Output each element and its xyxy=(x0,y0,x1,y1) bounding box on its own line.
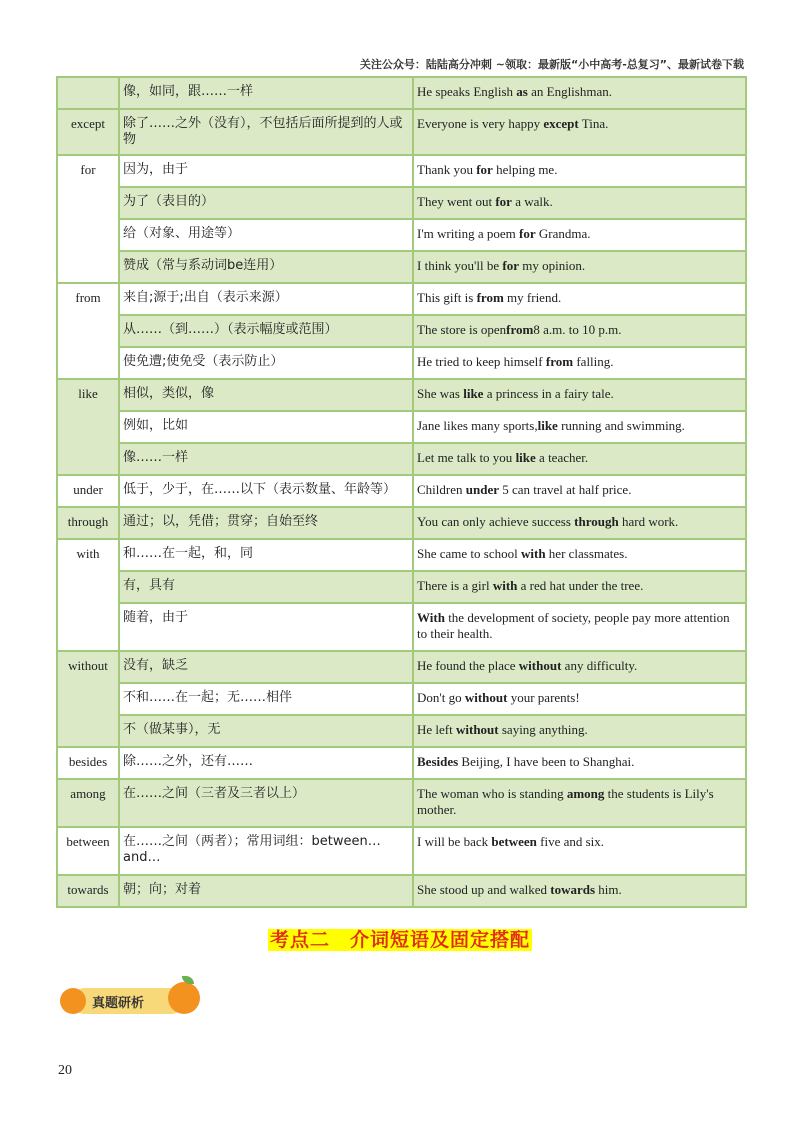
example-cell: You can only achieve success through hard work. xyxy=(413,507,746,539)
preposition-word: except xyxy=(57,109,119,155)
badge-label: 真题研析 xyxy=(92,996,145,1011)
keyword: with xyxy=(520,546,546,561)
keyword: from xyxy=(476,290,504,305)
example-cell: He speaks English as an Englishman. xyxy=(413,77,746,109)
example-cell: Don't go without your parents! xyxy=(413,683,746,715)
table-row xyxy=(57,651,746,683)
example-cell: Let me talk to you like a teacher. xyxy=(413,443,746,475)
table-row xyxy=(57,251,746,283)
meaning-cell: 除……之外，还有…… xyxy=(119,747,413,779)
table-row xyxy=(57,683,746,715)
table-row xyxy=(57,187,746,219)
preposition-word: without xyxy=(57,651,119,747)
keyword: without xyxy=(455,722,499,737)
keyword: through xyxy=(574,514,619,529)
keyword: from xyxy=(545,354,574,369)
table-row xyxy=(57,109,746,155)
example-cell: She came to school with her classmates. xyxy=(413,539,746,571)
meaning-cell: 通过；以，凭借；贯穿；自始至终 xyxy=(119,507,413,539)
table-row xyxy=(57,155,746,187)
orange-icon xyxy=(60,988,86,1014)
meaning-cell: 和……在一起，和，同 xyxy=(119,539,413,571)
keyword: for xyxy=(476,162,493,177)
keyword: like xyxy=(463,386,484,401)
keyword: without xyxy=(464,690,508,705)
meaning-cell: 赞成（常与系动词be连用） xyxy=(119,251,413,283)
meaning-cell: 有，具有 xyxy=(119,571,413,603)
meaning-cell: 不和……在一起；无……相伴 xyxy=(119,683,413,715)
meaning-cell: 例如，比如 xyxy=(119,411,413,443)
example-cell: He found the place without any difficulty. xyxy=(413,651,746,683)
keyword: between xyxy=(491,834,537,849)
meaning-cell: 不（做某事），无 xyxy=(119,715,413,747)
table-row xyxy=(57,875,746,907)
preposition-word xyxy=(57,77,119,109)
keyword: for xyxy=(502,258,519,273)
table-row xyxy=(57,443,746,475)
table-row xyxy=(57,283,746,315)
example-cell: With the development of society, people pay more attention to their health. xyxy=(413,603,746,651)
example-cell: She was like a princess in a fairy tale. xyxy=(413,379,746,411)
preposition-word: like xyxy=(57,379,119,475)
example-cell: The woman who is standing among the students is Lily's mother. xyxy=(413,779,746,827)
preposition-word: between xyxy=(57,827,119,875)
meaning-cell: 随着，由于 xyxy=(119,603,413,651)
keyword: towards xyxy=(550,882,596,897)
example-cell: Besides Beijing, I have been to Shanghai. xyxy=(413,747,746,779)
preposition-word: through xyxy=(57,507,119,539)
table-row xyxy=(57,779,746,827)
meaning-cell: 为了（表目的） xyxy=(119,187,413,219)
keyword: like xyxy=(537,418,558,433)
keyword: from xyxy=(506,322,534,337)
example-cell: He tried to keep himself from falling. xyxy=(413,347,746,379)
keyword: like xyxy=(515,450,536,465)
preposition-word: under xyxy=(57,475,119,507)
meaning-cell: 低于，少于，在……以下（表示数量、年龄等） xyxy=(119,475,413,507)
example-cell: They went out for a walk. xyxy=(413,187,746,219)
table-row xyxy=(57,715,746,747)
section-title: 考点二 介词短语及固定搭配 xyxy=(269,929,530,951)
example-cell: This gift is from my friend. xyxy=(413,283,746,315)
table-row xyxy=(57,315,746,347)
table-row xyxy=(57,507,746,539)
preposition-table xyxy=(56,76,747,908)
keyword: except xyxy=(543,116,579,131)
badge-zhenti-yanxi xyxy=(60,980,200,1020)
example-cell: Thank you for helping me. xyxy=(413,155,746,187)
example-cell: Jane likes many sports,like running and swimming. xyxy=(413,411,746,443)
meaning-cell: 使免遭;使免受（表示防止） xyxy=(119,347,413,379)
table-row xyxy=(57,539,746,571)
orange-icon xyxy=(168,982,200,1014)
table-row xyxy=(57,379,746,411)
header-note: 关注公众号：陆陆高分冲刺 ~领取：最新版“小中高考-总复习”、最新试卷下载 xyxy=(359,58,744,71)
keyword: under xyxy=(465,482,499,497)
example-cell: He left without saying anything. xyxy=(413,715,746,747)
meaning-cell: 没有，缺乏 xyxy=(119,651,413,683)
example-cell: I will be back between five and six. xyxy=(413,827,746,875)
example-cell: There is a girl with a red hat under the tree. xyxy=(413,571,746,603)
meaning-cell: 朝；向；对着 xyxy=(119,875,413,907)
keyword: for xyxy=(519,226,536,241)
meaning-cell: 相似，类似，像 xyxy=(119,379,413,411)
meaning-cell: 像，如同，跟……一样 xyxy=(119,77,413,109)
meaning-cell: 因为，由于 xyxy=(119,155,413,187)
example-cell: She stood up and walked towards him. xyxy=(413,875,746,907)
table-row xyxy=(57,77,746,109)
preposition-word: for xyxy=(57,155,119,283)
meaning-cell: 像……一样 xyxy=(119,443,413,475)
example-cell: Everyone is very happy except Tina. xyxy=(413,109,746,155)
example-cell: I'm writing a poem for Grandma. xyxy=(413,219,746,251)
meaning-cell: 来自;源于;出自（表示来源） xyxy=(119,283,413,315)
table-row xyxy=(57,347,746,379)
preposition-word: besides xyxy=(57,747,119,779)
table-row xyxy=(57,603,746,651)
example-cell: Children under 5 can travel at half price. xyxy=(413,475,746,507)
preposition-word: among xyxy=(57,779,119,827)
keyword: for xyxy=(495,194,512,209)
page-number: 20 xyxy=(58,1063,72,1078)
table-row xyxy=(57,411,746,443)
table-row xyxy=(57,475,746,507)
table-row xyxy=(57,747,746,779)
keyword: as xyxy=(516,84,528,99)
table-row xyxy=(57,827,746,875)
keyword: with xyxy=(492,578,518,593)
keyword: without xyxy=(518,658,562,673)
preposition-word: from xyxy=(57,283,119,379)
meaning-cell: 给（对象、用途等） xyxy=(119,219,413,251)
keyword: With xyxy=(417,610,445,625)
keyword: among xyxy=(566,786,605,801)
meaning-cell: 在……之间（三者及三者以上） xyxy=(119,779,413,827)
meaning-cell: 除了……之外（没有），不包括后面所提到的人或物 xyxy=(119,109,413,155)
table-row xyxy=(57,219,746,251)
keyword: Besides xyxy=(417,754,459,769)
table-row xyxy=(57,571,746,603)
meaning-cell: 在……之间（两者）；常用词组：between…and… xyxy=(119,827,413,875)
preposition-word: towards xyxy=(57,875,119,907)
example-cell: The store is openfrom8 a.m. to 10 p.m. xyxy=(413,315,746,347)
preposition-word: with xyxy=(57,539,119,651)
example-cell: I think you'll be for my opinion. xyxy=(413,251,746,283)
meaning-cell: 从……（到……）（表示幅度或范围） xyxy=(119,315,413,347)
